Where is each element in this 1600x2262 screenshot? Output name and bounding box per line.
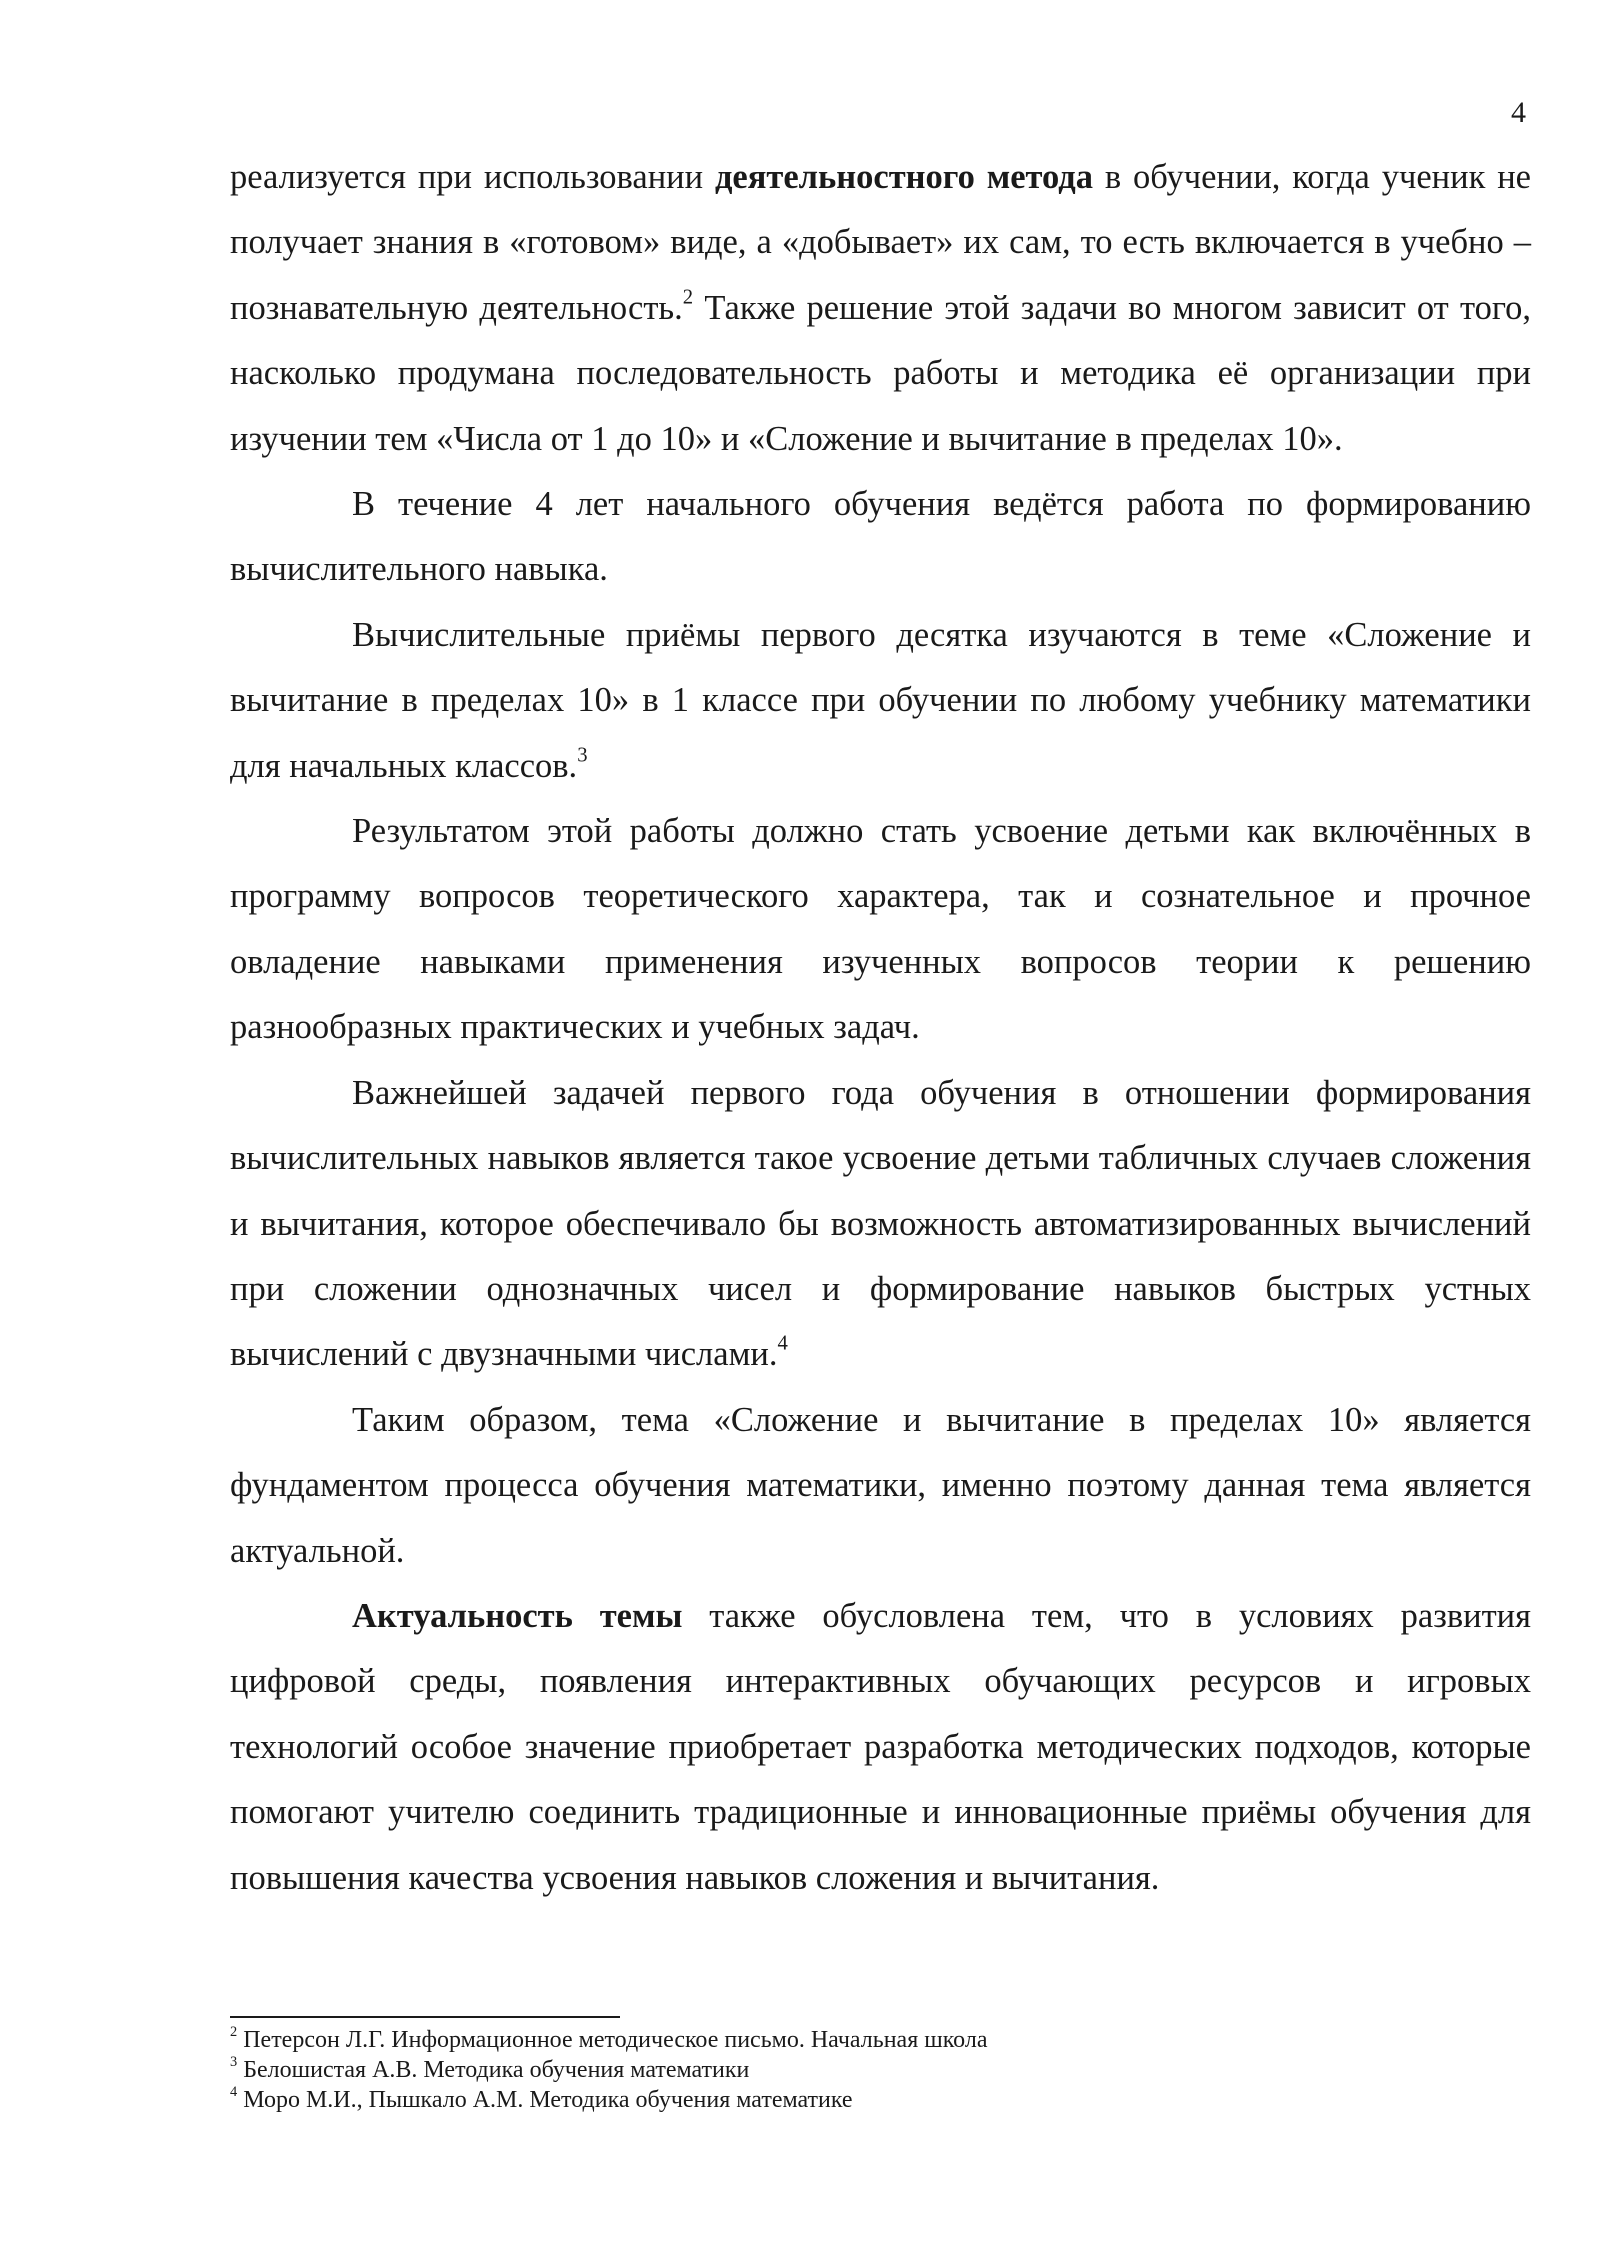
text-segment: Важнейшей задачей первого года обучения в отношении формирования вычислительных навыков является такое усвоение детьми табличных случаев сложения и вычитания, которое обеспечивало бы возможность автоматизированных вычислений при сложении однозначных чисел и формирование навыков быстрых устных вычислений с двузначными числами. (230, 1073, 1531, 1374)
bold-term: Актуальность темы (352, 1596, 683, 1635)
text-segment: Результатом этой работы должно стать усвоение детьми как включённых в программу вопросов теоретического характера, так и сознательное и прочное овладение навыками применения изученных вопросов теории к решению разнообразных практических и учебных задач. (230, 812, 1531, 1047)
footnote-marker: 3 (230, 2054, 238, 2071)
footnote-text: Петерсон Л.Г. Информационное методическое письмо. Начальная школа (237, 2027, 988, 2053)
footnote-reference: 3 (577, 744, 588, 767)
text-segment: также обусловлена тем, что в условиях развития цифровой среды, появления интерактивных обучающих ресурсов и игровых технологий особое значение приобретает разработка методических подходов, которые помогают учителю соединить традиционные и инновационные приёмы обучения для повышения качества усвоения навыков сложения и вычитания. (230, 1596, 1531, 1897)
footnote-text: Белошистая А.В. Методика обучения математики (237, 2057, 750, 2083)
page-number: 4 (1511, 96, 1526, 129)
footnote-text: Моро М.И., Пышкало А.М. Методика обучения математике (237, 2087, 853, 2113)
footnote-marker: 2 (230, 2024, 238, 2041)
footnote-separator (230, 2016, 620, 2018)
footnote-reference: 4 (777, 1332, 788, 1355)
paragraph-p1 (230, 145, 1531, 472)
text-segment: реализуется при использовании (230, 158, 715, 196)
text-segment: Вычислительные приёмы первого десятка изучаются в теме «Сложение и вычитание в пределах 10» в 1 классе при обучении по любому учебнику математики для начальных классов. (230, 615, 1531, 785)
text-segment: в обучении, когда ученик не получает знания в «готовом» виде, а «добывает» их сам, то есть включается в учебно – познавательную деятельность. (230, 158, 1531, 327)
paragraph-p3 (230, 603, 1531, 799)
paragraph-p6 (230, 1388, 1531, 1584)
footnote-marker: 4 (230, 2084, 238, 2101)
document-body (230, 145, 1531, 1911)
bold-term: деятельностного метода (714, 158, 1093, 196)
footnote-item (230, 2085, 1531, 2115)
paragraph-p7 (230, 1584, 1531, 1911)
footnotes (230, 2025, 1531, 2115)
text-segment: Таким образом, тема «Сложение и вычитание в пределах 10» является фундаментом процесса обучения математики, именно поэтому данная тема является актуальной. (230, 1400, 1531, 1570)
text-segment: В течение 4 лет начального обучения ведётся работа по формированию вычислительного навыка. (230, 485, 1531, 589)
footnote-reference: 2 (682, 286, 694, 309)
paragraph-p4 (230, 799, 1531, 1061)
footnote-item (230, 2055, 1531, 2085)
paragraph-p2 (230, 472, 1531, 603)
text-segment: Также решение этой задачи во многом зависит от того, насколько продумана последовательность работы и методика её организации при изучении тем «Числа от 1 до 10» и «Сложение и вычитание в пределах 10». (230, 288, 1531, 458)
paragraph-p5 (230, 1061, 1531, 1388)
footnote-item (230, 2025, 1531, 2055)
